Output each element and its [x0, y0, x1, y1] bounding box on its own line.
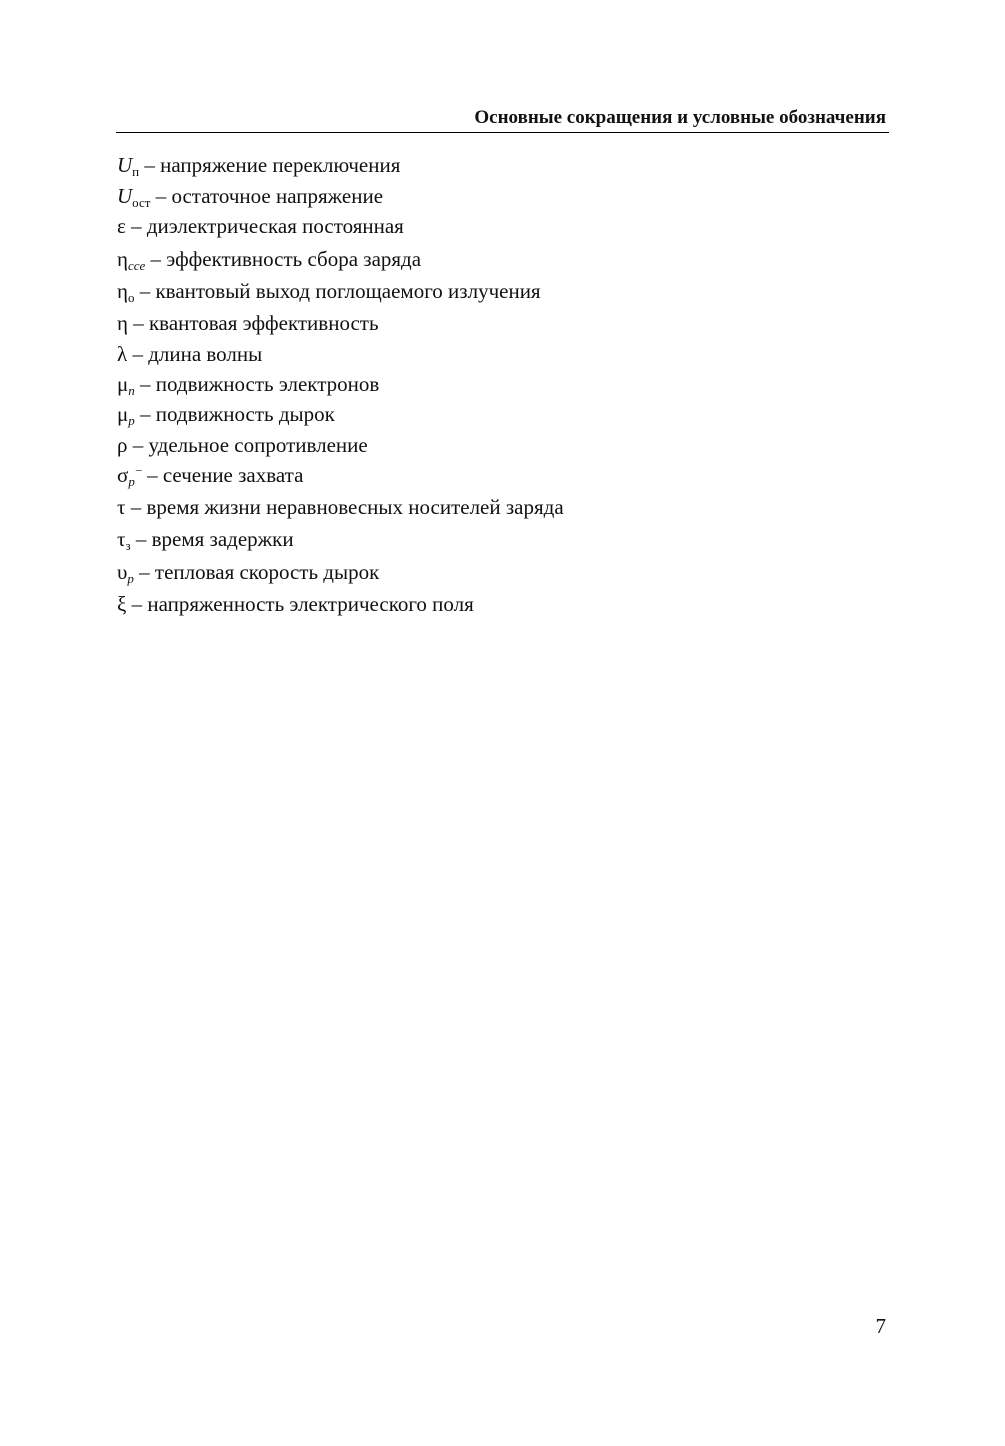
symbol-subscript: o — [127, 290, 135, 305]
symbol: λ — [117, 342, 128, 366]
symbol: η — [117, 311, 128, 335]
symbol: U — [117, 153, 133, 177]
symbol-description: – длина волны — [127, 342, 263, 366]
symbol: η — [117, 279, 128, 303]
symbol-entry — [117, 276, 541, 309]
symbol-description: – время задержки — [130, 527, 294, 551]
page-number: 7 — [875, 1314, 886, 1338]
symbol-subscript: п — [132, 164, 140, 179]
symbol-description: – подвижность электронов — [134, 372, 380, 396]
symbol-entry — [117, 211, 404, 241]
symbol: τ — [117, 527, 126, 551]
symbol-entry — [117, 308, 379, 338]
symbol-description: – сечение захвата — [141, 463, 304, 487]
symbol-entry — [117, 460, 303, 493]
symbol-description: – удельное сопротивление — [127, 433, 368, 457]
symbol: ξ — [117, 592, 127, 616]
symbol-description: – тепловая скорость дырок — [133, 560, 380, 584]
symbol-entry — [117, 369, 379, 402]
symbol-entry — [117, 150, 400, 183]
symbol-subscript: n — [128, 383, 135, 398]
symbol-entry — [117, 399, 335, 432]
header-rule — [116, 132, 889, 133]
symbol: μ — [117, 372, 129, 396]
symbol-subscript: p — [128, 413, 135, 428]
symbol-entry — [117, 244, 421, 277]
symbol-description: – эффективность сбора заряда — [145, 247, 422, 271]
symbol: η — [117, 247, 128, 271]
symbol: σ — [117, 463, 129, 487]
symbol-entry — [117, 492, 564, 522]
symbol-subscript: з — [125, 538, 131, 553]
symbol-description: – напряженность электрического поля — [126, 592, 474, 616]
symbol-entry — [117, 557, 379, 590]
running-head: Основные сокращения и условные обозначения — [474, 107, 886, 128]
symbol-subscript: p — [128, 474, 135, 489]
symbol-superscript: – — [135, 462, 142, 476]
symbol-description: – напряжение переключения — [139, 153, 401, 177]
symbol-description: – диэлектрическая постоянная — [125, 214, 404, 238]
symbol: τ — [117, 495, 126, 519]
symbol: υ — [117, 560, 128, 584]
symbol-description: – время жизни неравновесных носителей заряда — [125, 495, 564, 519]
symbol-subscript: p — [127, 571, 134, 586]
symbol-entry — [117, 181, 383, 214]
symbol-subscript: cce — [127, 258, 146, 273]
symbol-subscript: ост — [132, 195, 151, 210]
symbol-entry — [117, 430, 368, 460]
symbol-description: – подвижность дырок — [134, 402, 335, 426]
symbol-description: – квантовый выход поглощаемого излучения — [134, 279, 541, 303]
symbol: ε — [117, 214, 126, 238]
symbol-entry — [117, 589, 474, 619]
symbol-description: – квантовая эффективность — [127, 311, 379, 335]
symbol: ρ — [117, 433, 128, 457]
symbol-entry — [117, 339, 262, 369]
symbol: μ — [117, 402, 129, 426]
symbol-description: – остаточное напряжение — [150, 184, 384, 208]
symbol: U — [117, 184, 133, 208]
symbol-entry — [117, 524, 294, 557]
